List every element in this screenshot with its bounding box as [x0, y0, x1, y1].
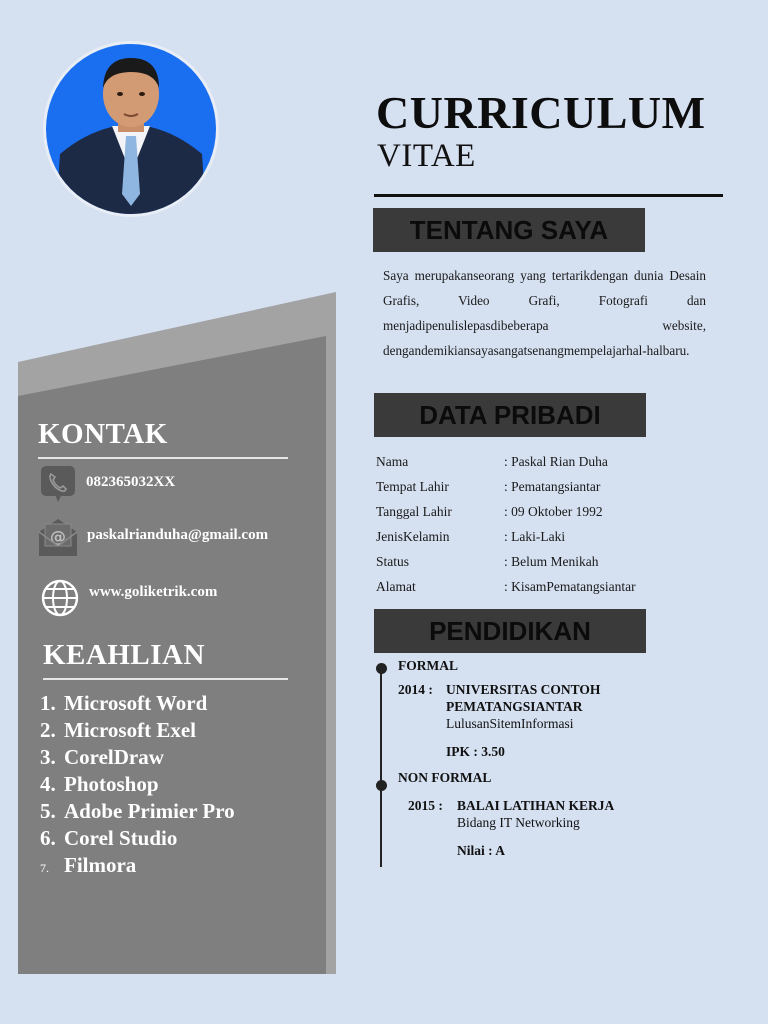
data-value: : Laki-Laki — [504, 528, 566, 544]
timeline-dot-nonformal — [376, 780, 387, 791]
kontak-divider — [38, 457, 288, 459]
email-icon — [37, 516, 77, 556]
table-row — [376, 449, 636, 474]
nonformal-school: BALAI LATIHAN KERJA — [457, 798, 615, 813]
timeline-dot-formal — [376, 663, 387, 674]
about-banner — [373, 208, 645, 252]
data-key: Status — [376, 553, 410, 569]
person-illustration — [46, 44, 216, 214]
data-value: : Pematangsiantar — [504, 478, 601, 494]
formal-school-line2: PEMATANGSIANTAR — [446, 699, 583, 714]
nonformal-field: Bidang IT Networking — [457, 815, 580, 830]
personal-data-table — [376, 449, 636, 599]
personal-heading: DATA PRIBADI — [419, 400, 601, 430]
skill-item — [40, 744, 235, 771]
table-row — [376, 499, 636, 524]
data-value: : KisamPematangsiantar — [504, 578, 636, 594]
profile-photo — [46, 44, 216, 214]
table-row — [376, 524, 636, 549]
education-heading: PENDIDIKAN — [429, 616, 591, 646]
cv-subtitle: VITAE — [377, 138, 476, 174]
formal-year: 2014 : — [398, 682, 433, 697]
table-row — [376, 574, 636, 599]
skill-number: 6. — [40, 826, 56, 850]
table-row — [376, 549, 636, 574]
skill-label: Microsoft Exel — [64, 718, 196, 742]
formal-ipk: IPK : 3.50 — [446, 744, 505, 759]
skill-item — [40, 690, 235, 717]
data-value: : 09 Oktober 1992 — [504, 503, 603, 519]
skill-number: 2. — [40, 718, 56, 742]
about-heading: TENTANG SAYA — [409, 215, 609, 245]
skill-number: 5. — [40, 799, 56, 823]
keahlian-divider — [43, 678, 288, 680]
about-text: Saya merupakanseorang yang tertarikdengan dunia Desain Grafis, Video Grafi, Fotografi dan menjadipenulislepasdibeberapa website, dengandemikiansayasangatsenangmempelajarhal-halbaru. — [383, 268, 706, 358]
globe-icon — [40, 578, 80, 618]
nonformal-grade: Nilai : A — [457, 843, 506, 858]
kontak-heading: KONTAK — [38, 418, 168, 450]
contact-website-text: www.goliketrik.com — [89, 584, 218, 600]
formal-label: FORMAL — [398, 658, 458, 673]
skill-number: 3. — [40, 745, 56, 769]
table-row — [376, 474, 636, 499]
skill-label: Filmora — [64, 853, 137, 877]
phone-icon — [38, 464, 78, 504]
education-timeline — [380, 665, 382, 867]
skill-number: 7. — [40, 861, 49, 875]
contact-email-text: paskalrianduha@gmail.com — [87, 527, 269, 543]
data-key: JenisKelamin — [376, 528, 450, 544]
cv-title: CURRICULUM — [376, 87, 706, 138]
skill-item — [40, 825, 235, 852]
contact-phone-text: 082365032XX — [86, 474, 176, 490]
skill-item — [40, 852, 235, 879]
skill-item — [40, 717, 235, 744]
skill-label: Photoshop — [64, 772, 159, 796]
data-key: Alamat — [376, 578, 416, 594]
nonformal-label: NON FORMAL — [398, 770, 492, 785]
skill-item — [40, 771, 235, 798]
data-value: : Paskal Rian Duha — [504, 453, 608, 469]
skill-label: Microsoft Word — [64, 691, 208, 715]
data-key: Tanggal Lahir — [376, 503, 452, 519]
skill-item — [40, 798, 235, 825]
skill-number: 1. — [40, 691, 56, 715]
formal-school-line1: UNIVERSITAS CONTOH — [446, 682, 601, 697]
keahlian-heading: KEAHLIAN — [43, 639, 205, 671]
skill-number: 4. — [40, 772, 56, 796]
formal-major: LulusanSitemInformasi — [446, 716, 574, 731]
skill-label: Adobe Primier Pro — [64, 799, 235, 823]
data-value: : Belum Menikah — [504, 553, 599, 569]
skill-label: CorelDraw — [64, 745, 164, 769]
personal-banner — [374, 393, 646, 437]
data-key: Tempat Lahir — [376, 478, 449, 494]
data-key: Nama — [376, 453, 409, 469]
title-divider — [374, 194, 723, 197]
skill-label: Corel Studio — [64, 826, 178, 850]
svg-text:@: @ — [50, 527, 66, 546]
nonformal-year: 2015 : — [408, 798, 443, 813]
education-banner — [374, 609, 646, 653]
skills-list — [40, 690, 235, 879]
